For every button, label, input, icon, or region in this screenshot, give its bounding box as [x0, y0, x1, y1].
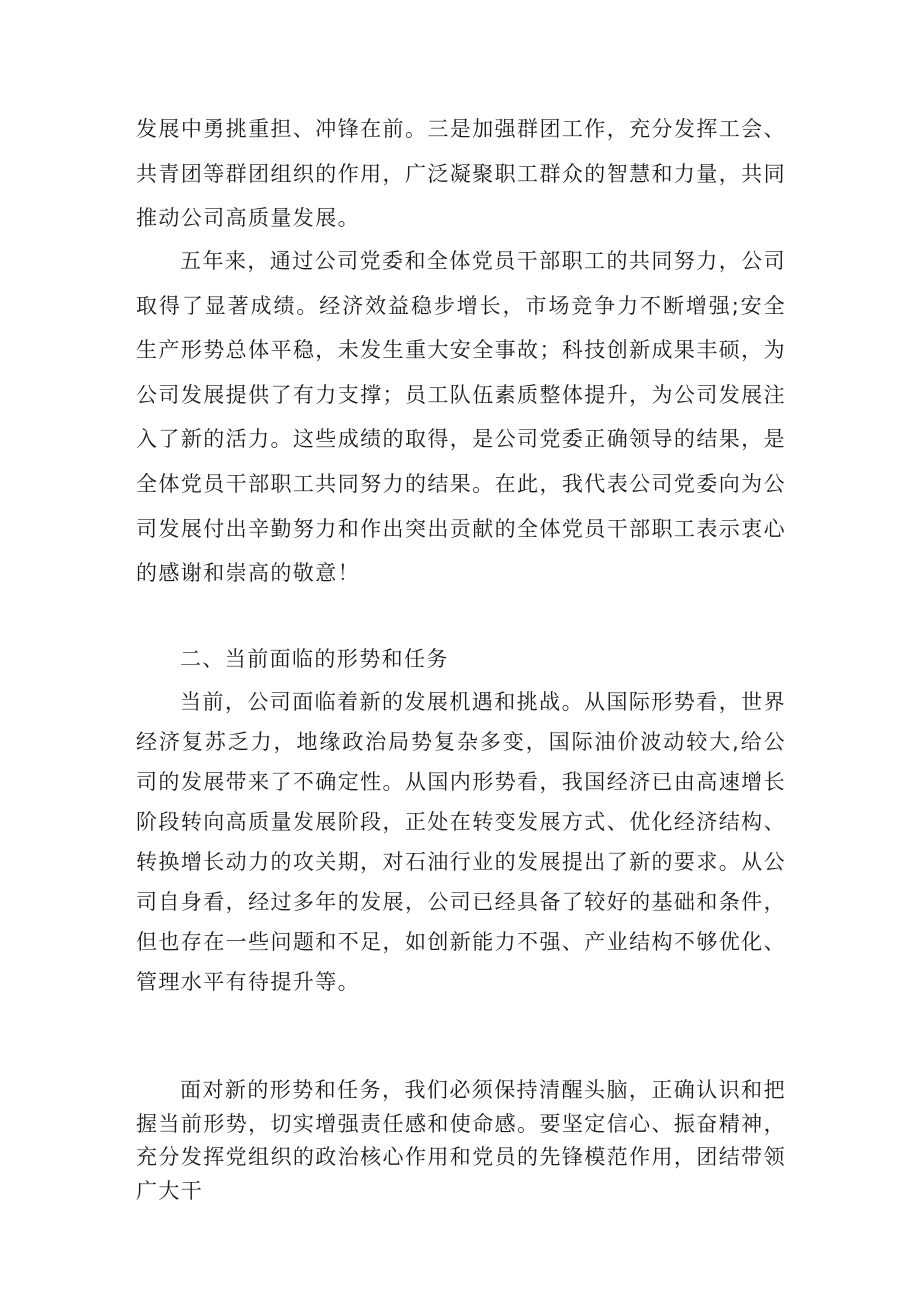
- paragraph-continuation: 发展中勇挑重担、冲锋在前。三是加强群团工作，充分发挥工会、共青团等群团组织的作用，广泛凝聚职工群众的智慧和力量，共同推动公司高质量发展。: [136, 117, 786, 231]
- paragraph-achievements: 五年来，通过公司党委和全体党员干部职工的共同努力，公司取得了显著成绩。经济效益稳步增长，市场竞争力不断增强;安全生产形势总体平稳，未发生重大安全事故；科技创新成果丰硕，为公司发展提供了有力支撑；员工队伍素质整体提升，为公司发展注入了新的活力。这些成绩的取得，是公司党委正确领导的结果，是全体党员干部职工共同努力的结果。在此，我代表公司党委向为公司发展付出辛勤努力和作出突出贡献的全体党员干部职工表示衷心的感谢和崇高的敬意！: [136, 249, 786, 586]
- paragraph-situation: 当前，公司面临着新的发展机遇和挑战。从国际形势看，世界经济复苏乏力，地缘政治局势复杂多变，国际油价波动较大,给公司的发展带来了不确定性。从国内形势看，我国经济已由高速增长阶段转向高质量发展阶段，正处在转变发展方式、优化经济结构、转换增长动力的攻关期，对石油行业的发展提出了新的要求。从公司自身看，经过多年的发展，公司已经具备了较好的基础和条件，但也存在一些问题和不足，如创新能力不强、产业结构不够优化、管理水平有待提升等。: [136, 690, 786, 994]
- paragraph-tasks: 面对新的形势和任务，我们必须保持清醒头脑，正确认识和把握当前形势，切实增强责任感和使命感。要坚定信心、振奋精神，充分发挥党组织的政治核心作用和党员的先锋模范作用，团结带领广大干: [136, 1078, 786, 1203]
- section-heading: 二、当前面临的形势和任务: [180, 647, 449, 671]
